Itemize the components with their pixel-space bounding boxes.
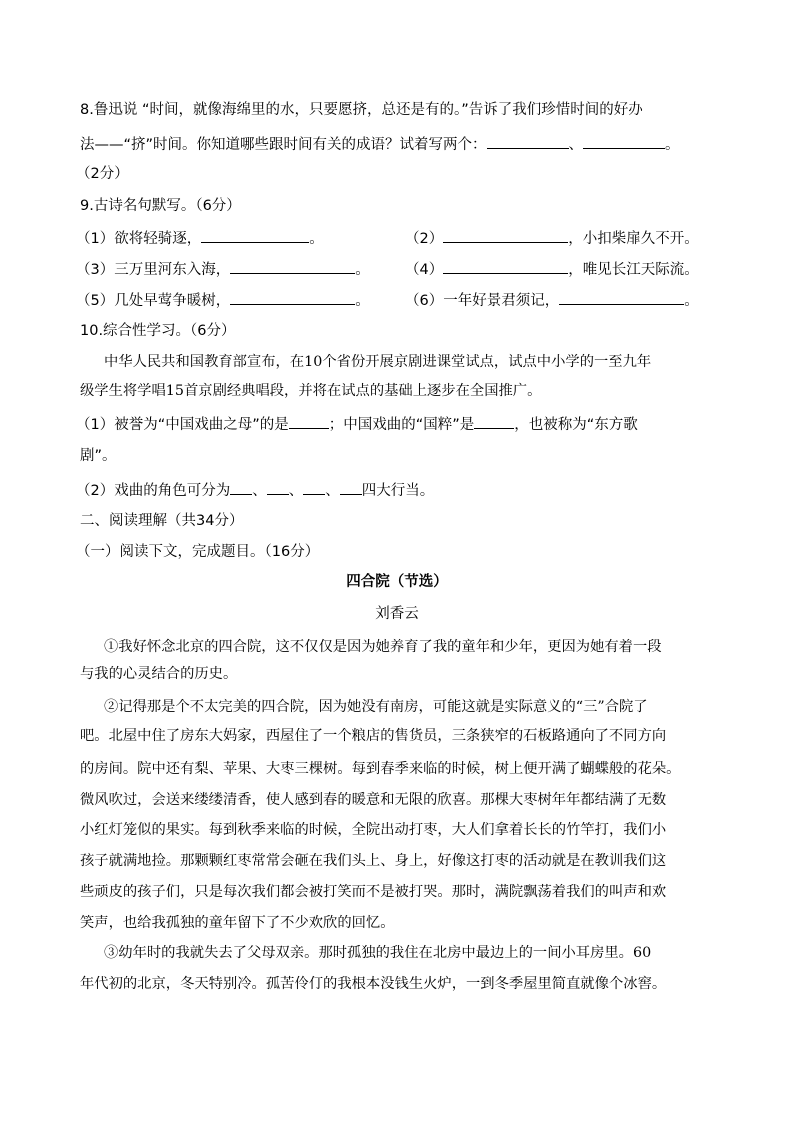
q9-item-2-blank[interactable] xyxy=(443,228,568,243)
q10-sub2 xyxy=(76,480,434,501)
q9-item-1-tail: 。 xyxy=(309,231,324,247)
article-line: 笑声，也给我孤独的童年留下了不少欢欣的回忆。 xyxy=(80,915,395,931)
q9-item-3-blank[interactable] xyxy=(230,259,355,274)
article-author: 刘香云 xyxy=(375,606,419,622)
q9-item-4-blank[interactable] xyxy=(443,259,568,274)
article-line: 年代初的北京，冬天特别冷。孤苦伶仃的我根本没钱生火炉，一到冬季屋里简直就像个冰窖。 xyxy=(80,976,667,992)
q10-sub2-blank-1[interactable] xyxy=(230,480,252,495)
q10-sub1-continued: 剧”。 xyxy=(80,448,117,464)
q9-item-4-tail: ，唯见长江天际流。 xyxy=(568,262,699,278)
q9-item-6-blank[interactable] xyxy=(559,290,684,305)
section2-heading: 二、阅读理解（共34分） xyxy=(80,513,244,529)
q9-item-2-label: （2） xyxy=(405,231,444,247)
q10-sub2-sep-3: 、 xyxy=(325,483,340,499)
q8-separator: 、 xyxy=(568,137,584,153)
q9-item-3-tail: 。 xyxy=(355,262,370,278)
q8-line2 xyxy=(80,134,680,155)
q9-item-2-tail: ，小扣柴扉久不开。 xyxy=(568,231,699,247)
q9-item-5-blank[interactable] xyxy=(230,290,355,305)
article-line: 吧。北屋中住了房东大妈家，西屋住了一个粮店的售货员，三条狭窄的石板路通向了不同方向 xyxy=(80,728,667,744)
q10-para-line2: 级学生将学唱15首京剧经典唱段，并将在试点的基础上逐步在全国推广。 xyxy=(80,383,542,399)
article-title: 四合院（节选） xyxy=(346,574,448,590)
q10-sub2-text: （2）戏曲的角色可分为 xyxy=(76,483,231,499)
q9-item-3-label: （3）三万里河东入海， xyxy=(76,262,231,278)
q9-item-4 xyxy=(405,259,699,280)
q10-sub1-text-a: （1）被誉为“中国戏曲之母”的是 xyxy=(76,417,289,433)
q9-item-6-label: （6）一年好景君须记， xyxy=(405,293,560,309)
q9-item-3 xyxy=(76,259,370,280)
q10-sub2-end: 四大行当。 xyxy=(361,483,435,499)
q9-item-6-tail: 。 xyxy=(684,293,699,309)
q9-item-6 xyxy=(405,290,699,311)
q9-item-5-label: （5）几处早莺争暖树， xyxy=(76,293,231,309)
q8-answer-blank-1[interactable] xyxy=(487,134,569,149)
article-line: 小红灯笼似的果实。每到秋季来临的时候，全院出动打枣，大人们拿着长长的竹竿打，我们小 xyxy=(80,822,667,838)
q10-heading: 10.综合性学习。（6分） xyxy=(80,323,236,339)
q9-item-4-label: （4） xyxy=(405,262,444,278)
section2-part1: （一）阅读下文，完成题目。（16分） xyxy=(76,544,320,560)
article-line: 的房间。院中还有梨、苹果、大枣三棵树。每到春季来临的时候，树上便开满了蝴蝶般的花朵。 xyxy=(80,761,681,777)
q10-sub1-text-c: ，也被称为“东方歌 xyxy=(514,417,638,433)
article-line: ③幼年时的我就失去了父母双亲。那时孤独的我住在北房中最边上的一间小耳房里。60 xyxy=(104,945,652,961)
q10-sub1 xyxy=(76,414,638,435)
article-line: 与我的心灵结合的历史。 xyxy=(80,666,238,682)
q8-score: （2分） xyxy=(76,166,129,182)
q9-item-5-tail: 。 xyxy=(355,293,370,309)
q10-para-line1: 中华人民共和国教育部宣布，在10个省份开展京剧进课堂试点，试点中小学的一至九年 xyxy=(104,354,652,370)
article-line: ①我好怀念北京的四合院，这不仅仅是因为她养育了我的童年和少年，更因为她有着一段 xyxy=(104,639,662,655)
q8-answer-blank-2[interactable] xyxy=(583,134,665,149)
q10-sub2-blank-3[interactable] xyxy=(303,480,325,495)
q10-sub2-blank-2[interactable] xyxy=(267,480,289,495)
q10-sub1-text-b: ；中国戏曲的“国粹”是 xyxy=(328,417,475,433)
article-line: ②记得那是个不太完美的四合院，因为她没有南房，可能这就是实际意义的“三”合院了 xyxy=(104,699,648,715)
q9-item-1-blank[interactable] xyxy=(201,228,309,243)
q9-item-2 xyxy=(405,228,699,249)
article-line: 孩子就满地捡。那颗颗红枣常常会砸在我们头上、身上，好像这打枣的活动就是在教训我们这 xyxy=(80,853,667,869)
q9-heading: 9.古诗名句默写。（6分） xyxy=(80,198,241,214)
q10-sub2-sep-1: 、 xyxy=(252,483,267,499)
q10-sub1-blank-1[interactable] xyxy=(289,414,329,429)
q8-line2-text: 法——“挤”时间。你知道哪些跟时间有关的成语？试着写两个： xyxy=(80,137,487,153)
q10-sub2-sep-2: 、 xyxy=(288,483,304,499)
q9-item-5 xyxy=(76,290,370,311)
q8-end: 。 xyxy=(665,137,680,153)
q9-item-1-label: （1）欲将轻骑逐， xyxy=(76,231,202,247)
q8-line1: 8.鲁迅说 “时间，就像海绵里的水，只要愿挤，总还是有的。”告诉了我们珍惜时间的好办 xyxy=(80,102,643,118)
article-line: 微风吹过，会送来缕缕清香，使人感到春的暖意和无限的欣喜。那棵大枣树年年都结满了无数 xyxy=(80,792,667,808)
article-line: 些顽皮的孩子们，只是每次我们都会被打笑而不是被打哭。那时，满院飘荡着我们的叫声和欢 xyxy=(80,884,667,900)
q9-item-1 xyxy=(76,228,324,249)
q10-sub1-blank-2[interactable] xyxy=(474,414,514,429)
q10-sub2-blank-4[interactable] xyxy=(340,480,362,495)
